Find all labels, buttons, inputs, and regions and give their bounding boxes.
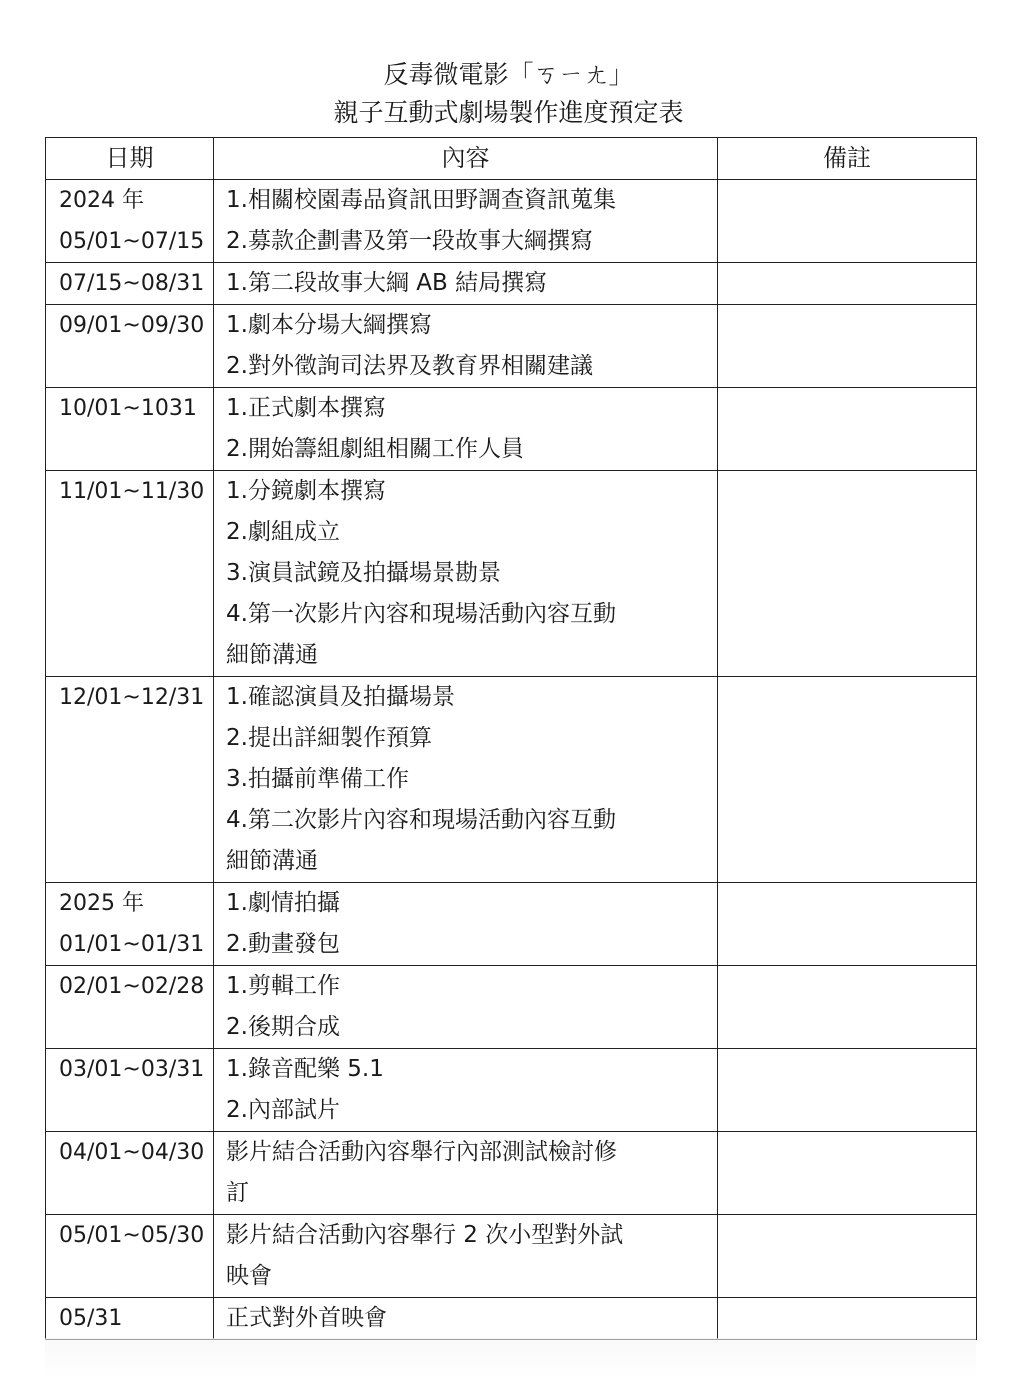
content-cell xyxy=(214,471,718,677)
content-line: 1.剪輯工作 xyxy=(226,973,340,999)
content-line: 1.劇本分場大綱撰寫 xyxy=(226,312,432,338)
header-date: 日期 xyxy=(46,138,214,180)
notes-cell xyxy=(718,263,977,305)
date-line: 11/01~11/30 xyxy=(59,479,205,504)
table-row xyxy=(46,883,977,966)
table-row xyxy=(46,263,977,305)
date-cell xyxy=(46,180,214,263)
content-cell xyxy=(214,677,718,883)
date-cell xyxy=(46,966,214,1049)
date-line: 09/01~09/30 xyxy=(59,313,205,338)
content-line: 2.募款企劃書及第一段故事大綱撰寫 xyxy=(226,228,593,254)
date-line-spacer xyxy=(59,635,213,676)
date-line: 05/01~05/30 xyxy=(59,1223,205,1248)
title-line-2: 親子互動式劇場製作進度預定表 xyxy=(333,98,684,127)
content-cell xyxy=(214,263,718,305)
date-line-spacer xyxy=(59,718,213,759)
content-line: 2.對外徵詢司法界及教育界相關建議 xyxy=(226,353,593,379)
notes-cell xyxy=(718,471,977,677)
notes-text xyxy=(730,180,976,221)
date-line-spacer xyxy=(59,1256,213,1297)
content-cell xyxy=(214,1215,718,1298)
date-line: 10/01~1031 xyxy=(59,396,197,421)
content-line: 1.確認演員及拍攝場景 xyxy=(226,684,455,710)
notes-text xyxy=(730,966,976,1007)
notes-text xyxy=(730,883,976,924)
content-line: 2.內部試片 xyxy=(226,1097,340,1123)
date-line-spacer xyxy=(59,594,213,635)
date-line: 2025 年 xyxy=(59,891,144,916)
date-line-spacer xyxy=(59,512,213,553)
content-line: 細節溝通 xyxy=(226,642,318,668)
content-line: 4.第二次影片內容和現場活動內容互動 xyxy=(226,807,616,833)
content-cell xyxy=(214,180,718,263)
content-line: 2.後期合成 xyxy=(226,1014,340,1040)
date-line: 2024 年 xyxy=(59,188,144,213)
date-line: 04/01~04/30 xyxy=(59,1140,205,1165)
content-line: 1.相關校園毒品資訊田野調查資訊蒐集 xyxy=(226,187,616,213)
date-line: 07/15~08/31 xyxy=(59,271,205,296)
notes-cell xyxy=(718,1215,977,1298)
date-cell xyxy=(46,1132,214,1215)
notes-text xyxy=(730,677,976,718)
content-cell xyxy=(214,966,718,1049)
table-row xyxy=(46,966,977,1049)
date-cell xyxy=(46,388,214,471)
date-line-spacer xyxy=(59,553,213,594)
content-line: 1.正式劇本撰寫 xyxy=(226,395,386,421)
notes-cell xyxy=(718,1298,977,1340)
date-line: 05/31 xyxy=(59,1306,123,1331)
date-line: 12/01~12/31 xyxy=(59,685,205,710)
notes-cell xyxy=(718,388,977,471)
content-cell xyxy=(214,883,718,966)
date-line-spacer xyxy=(59,1007,213,1048)
content-line: 1.錄音配樂 5.1 xyxy=(226,1056,384,1082)
content-line: 影片結合活動內容舉行 2 次小型對外試 xyxy=(226,1222,624,1248)
content-cell xyxy=(214,1298,718,1340)
notes-text xyxy=(730,305,976,346)
table-row xyxy=(46,180,977,263)
document-title xyxy=(0,56,1017,132)
date-line: 05/01~07/15 xyxy=(59,229,205,254)
notes-cell xyxy=(718,1132,977,1215)
table-row xyxy=(46,1298,977,1340)
content-line: 1.分鏡劇本撰寫 xyxy=(226,478,386,504)
date-line: 01/01~01/31 xyxy=(59,932,205,957)
notes-cell xyxy=(718,180,977,263)
date-line-spacer xyxy=(59,841,213,882)
content-line: 3.拍攝前準備工作 xyxy=(226,766,409,792)
date-line-spacer xyxy=(59,800,213,841)
content-line: 2.動畫發包 xyxy=(226,931,340,957)
date-cell xyxy=(46,471,214,677)
date-cell xyxy=(46,1049,214,1132)
content-line: 3.演員試鏡及拍攝場景勘景 xyxy=(226,560,501,586)
notes-text xyxy=(730,263,976,304)
date-line-spacer xyxy=(59,346,213,387)
date-line: 03/01~03/31 xyxy=(59,1057,205,1082)
date-line-spacer xyxy=(59,1090,213,1131)
date-cell xyxy=(46,1298,214,1340)
header-content: 內容 xyxy=(214,138,718,180)
table-header-row xyxy=(46,138,977,180)
date-line: 02/01~02/28 xyxy=(59,974,205,999)
notes-cell xyxy=(718,1049,977,1132)
content-cell xyxy=(214,1049,718,1132)
table-row xyxy=(46,388,977,471)
content-line: 訂 xyxy=(226,1180,249,1206)
table-row xyxy=(46,471,977,677)
date-cell xyxy=(46,263,214,305)
content-line: 細節溝通 xyxy=(226,848,318,874)
notes-text xyxy=(730,1132,976,1173)
title-line-1: 反毒微電影「ㄎㄧㄤ」 xyxy=(383,60,634,89)
notes-cell xyxy=(718,883,977,966)
date-line-spacer xyxy=(59,429,213,470)
content-line: 2.提出詳細製作預算 xyxy=(226,725,432,751)
content-cell xyxy=(214,305,718,388)
date-line-spacer xyxy=(59,1173,213,1214)
notes-cell xyxy=(718,966,977,1049)
content-line: 映會 xyxy=(226,1263,272,1289)
header-notes: 備註 xyxy=(718,138,977,180)
notes-cell xyxy=(718,677,977,883)
notes-text xyxy=(730,1049,976,1090)
notes-cell xyxy=(718,305,977,388)
table-row xyxy=(46,1049,977,1132)
content-line: 2.開始籌組劇組相關工作人員 xyxy=(226,436,524,462)
content-line: 正式對外首映會 xyxy=(226,1305,387,1331)
schedule-table xyxy=(45,137,977,1340)
notes-text xyxy=(730,1215,976,1256)
notes-text xyxy=(730,1298,976,1339)
schedule-body xyxy=(46,180,977,1340)
content-line: 影片結合活動內容舉行內部測試檢討修 xyxy=(226,1139,617,1165)
content-line: 1.劇情拍攝 xyxy=(226,890,340,916)
content-cell xyxy=(214,1132,718,1215)
date-cell xyxy=(46,1215,214,1298)
content-cell xyxy=(214,388,718,471)
content-line: 2.劇組成立 xyxy=(226,519,340,545)
table-row xyxy=(46,677,977,883)
table-row xyxy=(46,305,977,388)
notes-text xyxy=(730,471,976,512)
content-line: 4.第一次影片內容和現場活動內容互動 xyxy=(226,601,616,627)
table-row xyxy=(46,1215,977,1298)
date-cell xyxy=(46,883,214,966)
date-line-spacer xyxy=(59,759,213,800)
date-cell xyxy=(46,677,214,883)
content-line: 1.第二段故事大綱 AB 結局撰寫 xyxy=(226,270,548,296)
notes-text xyxy=(730,388,976,429)
table-row xyxy=(46,1132,977,1215)
page-bottom-fade xyxy=(45,1338,976,1378)
date-cell xyxy=(46,305,214,388)
